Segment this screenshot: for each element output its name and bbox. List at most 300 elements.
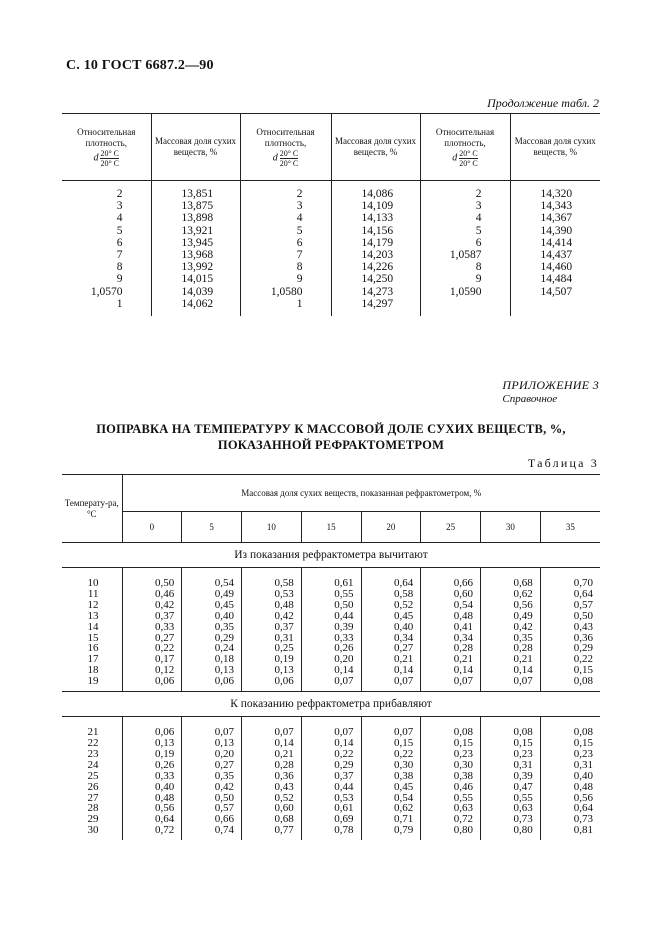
density-cell: 5 xyxy=(420,225,510,237)
correction-cell: 0,33 xyxy=(301,633,361,644)
correction-cell: 0,68 xyxy=(481,568,541,589)
density-cell: 1,0580 xyxy=(240,286,331,298)
temperature-cell: 26 xyxy=(87,780,99,793)
temperature-cell: 24 xyxy=(87,758,99,771)
temperature-cell: 18 xyxy=(87,664,99,677)
section-caption: Из показания рефрактометра вычитают xyxy=(62,543,600,568)
table-row xyxy=(62,782,600,793)
correction-cell: 0,07 xyxy=(242,717,302,738)
table-row xyxy=(62,298,600,316)
appendix-label xyxy=(502,378,599,405)
correction-cell: 0,19 xyxy=(242,654,302,665)
correction-cell: 0,28 xyxy=(481,643,541,654)
density-column-header xyxy=(240,114,331,181)
mass-fraction-cell: 14,343 xyxy=(510,200,600,212)
mass-fraction-cell: 14,156 xyxy=(331,225,420,237)
correction-cell: 0,13 xyxy=(122,738,182,749)
correction-cell: 0,15 xyxy=(540,738,600,749)
correction-cell: 0,54 xyxy=(421,600,481,611)
density-cell: 8 xyxy=(240,261,331,273)
correction-cell: 0,48 xyxy=(421,611,481,622)
mass-fraction-cell: 14,226 xyxy=(331,261,420,273)
correction-cell: 0,56 xyxy=(481,600,541,611)
mass-fraction-cell: 13,968 xyxy=(151,249,240,261)
correction-cell: 0,64 xyxy=(540,589,600,600)
correction-cell: 0,21 xyxy=(481,654,541,665)
correction-cell: 0,14 xyxy=(301,738,361,749)
density-cell: 9 xyxy=(116,273,123,286)
table-row xyxy=(62,212,600,224)
correction-cell: 0,17 xyxy=(122,654,182,665)
correction-cell: 0,37 xyxy=(242,622,302,633)
correction-cell: 0,35 xyxy=(481,633,541,644)
correction-cell: 0,55 xyxy=(481,793,541,804)
correction-cell: 0,33 xyxy=(122,622,182,633)
table-row xyxy=(62,622,600,633)
mass-fraction-column-header: Массовая доля сухих веществ, % xyxy=(331,114,420,181)
density-symbol: d xyxy=(93,152,99,164)
section-title-line2: ПОКАЗАННОЙ РЕФРАКТОМЕТРОМ xyxy=(217,438,445,452)
correction-cell: 0,40 xyxy=(182,611,242,622)
mass-fraction-cell: 13,945 xyxy=(151,237,240,249)
correction-cell: 0,06 xyxy=(122,717,182,738)
correction-cell: 0,25 xyxy=(242,643,302,654)
density-cell: 9 xyxy=(240,273,331,285)
correction-cell: 0,08 xyxy=(481,717,541,738)
concentration-column-header: 35 xyxy=(540,512,600,543)
correction-cell: 0,31 xyxy=(540,760,600,771)
density-cell: 2 xyxy=(420,181,510,201)
correction-cell: 0,40 xyxy=(122,782,182,793)
correction-cell: 0,18 xyxy=(182,654,242,665)
density-label: Относительная плотность, xyxy=(77,126,136,148)
correction-cell: 0,57 xyxy=(540,600,600,611)
density-symbol: d xyxy=(272,152,278,164)
correction-cell: 0,31 xyxy=(481,760,541,771)
correction-cell: 0,37 xyxy=(122,611,182,622)
correction-cell: 0,77 xyxy=(242,825,302,840)
correction-cell: 0,22 xyxy=(361,749,421,760)
density-cell: 3 xyxy=(420,200,510,212)
density-table xyxy=(62,113,600,316)
table-row xyxy=(62,200,600,212)
concentration-column-header: 30 xyxy=(481,512,541,543)
correction-cell: 0,30 xyxy=(421,760,481,771)
mass-fraction-cell: 14,390 xyxy=(510,225,600,237)
mass-fraction-cell xyxy=(510,298,600,316)
correction-cell: 0,29 xyxy=(182,633,242,644)
correction-cell: 0,35 xyxy=(182,771,242,782)
temperature-cell: 17 xyxy=(87,653,99,666)
correction-cell: 0,36 xyxy=(242,771,302,782)
section-row xyxy=(62,692,600,717)
mass-fraction-cell: 14,460 xyxy=(510,261,600,273)
correction-cell: 0,80 xyxy=(421,825,481,840)
density-column-header xyxy=(420,114,510,181)
correction-cell: 0,23 xyxy=(481,749,541,760)
correction-cell: 0,23 xyxy=(540,749,600,760)
correction-cell: 0,64 xyxy=(540,803,600,814)
mass-fraction-cell: 14,109 xyxy=(331,200,420,212)
correction-cell: 0,23 xyxy=(421,749,481,760)
correction-cell: 0,46 xyxy=(421,782,481,793)
density-cell: 5 xyxy=(116,224,123,237)
mass-fraction-cell: 14,414 xyxy=(510,237,600,249)
correction-cell: 0,39 xyxy=(481,771,541,782)
correction-cell: 0,80 xyxy=(481,825,541,840)
table-row xyxy=(62,249,600,261)
correction-cell: 0,08 xyxy=(421,717,481,738)
temperature-cell: 28 xyxy=(87,802,99,815)
density-fraction-denominator: 20° С xyxy=(100,158,120,168)
correction-cell: 0,41 xyxy=(421,622,481,633)
correction-cell: 0,39 xyxy=(301,622,361,633)
correction-cell: 0,28 xyxy=(421,643,481,654)
density-formula xyxy=(62,149,151,168)
correction-cell: 0,55 xyxy=(421,793,481,804)
density-cell xyxy=(420,298,510,316)
correction-cell: 0,22 xyxy=(301,749,361,760)
correction-cell: 0,14 xyxy=(301,665,361,676)
density-formula xyxy=(241,149,331,168)
correction-cell: 0,22 xyxy=(122,643,182,654)
correction-cell: 0,54 xyxy=(361,793,421,804)
density-cell: 4 xyxy=(420,212,510,224)
density-fraction xyxy=(280,149,299,168)
mass-fraction-cell: 14,039 xyxy=(151,286,240,298)
mass-fraction-cell: 14,484 xyxy=(510,273,600,285)
mass-fraction-column-header: Массовая доля сухих веществ, % xyxy=(151,114,240,181)
correction-cell: 0,68 xyxy=(242,814,302,825)
mass-fraction-cell: 14,367 xyxy=(510,212,600,224)
correction-cell: 0,19 xyxy=(122,749,182,760)
correction-cell: 0,48 xyxy=(242,600,302,611)
correction-cell: 0,13 xyxy=(182,738,242,749)
correction-cell: 0,71 xyxy=(361,814,421,825)
correction-cell: 0,66 xyxy=(182,814,242,825)
table-row xyxy=(62,237,600,249)
density-fraction-denominator: 20° С xyxy=(459,158,478,168)
density-cell: 7 xyxy=(116,249,123,262)
temperature-cell: 25 xyxy=(87,769,99,782)
section-title-line1: ПОПРАВКА НА ТЕМПЕРАТУРУ К МАССОВОЙ ДОЛЕ СУХИХ ВЕЩЕСТВ, %, xyxy=(96,422,566,436)
correction-cell: 0,53 xyxy=(242,589,302,600)
correction-cell: 0,81 xyxy=(540,825,600,840)
correction-cell: 0,35 xyxy=(182,622,242,633)
mass-fraction-cell: 14,062 xyxy=(151,298,240,316)
correction-cell: 0,43 xyxy=(242,782,302,793)
temperature-cell: 10 xyxy=(87,577,99,589)
correction-cell: 0,08 xyxy=(540,717,600,738)
correction-cell: 0,56 xyxy=(540,793,600,804)
concentration-column-header: 0 xyxy=(122,512,182,543)
table-row xyxy=(62,261,600,273)
correction-cell: 0,07 xyxy=(301,717,361,738)
temperature-cell: 22 xyxy=(87,736,99,749)
correction-cell: 0,44 xyxy=(301,782,361,793)
correction-cell: 0,15 xyxy=(481,738,541,749)
density-cell: 6 xyxy=(240,237,331,249)
correction-cell: 0,42 xyxy=(481,622,541,633)
temperature-correction-table xyxy=(62,474,600,840)
temperature-cell: 11 xyxy=(87,587,99,600)
mass-fraction-cell: 13,851 xyxy=(151,181,240,201)
mass-fraction-cell: 13,921 xyxy=(151,225,240,237)
correction-cell: 0,07 xyxy=(182,717,242,738)
correction-cell: 0,70 xyxy=(540,568,600,589)
correction-cell: 0,21 xyxy=(242,749,302,760)
correction-cell: 0,62 xyxy=(481,589,541,600)
correction-cell: 0,30 xyxy=(361,760,421,771)
correction-cell: 0,53 xyxy=(301,793,361,804)
table-row xyxy=(62,717,600,738)
correction-cell: 0,42 xyxy=(122,600,182,611)
mass-fraction-cell: 13,875 xyxy=(151,200,240,212)
correction-cell: 0,58 xyxy=(242,568,302,589)
density-column-header xyxy=(62,114,151,181)
density-label: Относительная плотность, xyxy=(435,126,495,148)
mass-fraction-cell: 14,133 xyxy=(331,212,420,224)
correction-cell: 0,78 xyxy=(301,825,361,840)
correction-cell: 0,36 xyxy=(540,633,600,644)
correction-cell: 0,66 xyxy=(421,568,481,589)
density-fraction-numerator: 20° С xyxy=(279,148,299,158)
correction-cell: 0,26 xyxy=(122,760,182,771)
correction-cell: 0,28 xyxy=(242,760,302,771)
correction-cell: 0,38 xyxy=(361,771,421,782)
concentration-column-header: 5 xyxy=(182,512,242,543)
density-cell: 1 xyxy=(240,298,331,316)
concentration-column-header: 10 xyxy=(242,512,302,543)
correction-cell: 0,15 xyxy=(421,738,481,749)
correction-cell: 0,29 xyxy=(301,760,361,771)
correction-cell: 0,21 xyxy=(421,654,481,665)
mass-fraction-cell: 13,898 xyxy=(151,212,240,224)
mass-fraction-cell: 14,015 xyxy=(151,273,240,285)
density-cell: 5 xyxy=(240,225,331,237)
correction-cell: 0,07 xyxy=(361,676,421,691)
mass-fraction-cell: 14,297 xyxy=(331,298,420,316)
correction-cell: 0,06 xyxy=(242,676,302,691)
density-cell: 7 xyxy=(240,249,331,261)
correction-cell: 0,52 xyxy=(242,793,302,804)
mass-fraction-cell: 14,437 xyxy=(510,249,600,261)
correction-cell: 0,29 xyxy=(540,643,600,654)
correction-cell: 0,40 xyxy=(361,622,421,633)
density-symbol: d xyxy=(452,152,458,164)
correction-cell: 0,52 xyxy=(361,600,421,611)
correction-cell: 0,06 xyxy=(122,676,182,691)
correction-cell: 0,34 xyxy=(421,633,481,644)
temperature-cell: 19 xyxy=(87,675,99,688)
temperature-cell: 23 xyxy=(87,747,99,760)
concentration-column-header: 25 xyxy=(421,512,481,543)
density-fraction-numerator: 20° С xyxy=(100,148,120,158)
mass-fraction-cell: 13,992 xyxy=(151,261,240,273)
correction-cell: 0,14 xyxy=(361,665,421,676)
correction-cell: 0,49 xyxy=(182,589,242,600)
correction-cell: 0,07 xyxy=(421,676,481,691)
temperature-cell: 13 xyxy=(87,609,99,622)
concentration-column-header: 20 xyxy=(361,512,421,543)
correction-cell: 0,50 xyxy=(182,793,242,804)
mass-fraction-cell: 14,250 xyxy=(331,273,420,285)
table-row xyxy=(62,568,600,589)
density-cell: 4 xyxy=(116,212,123,225)
correction-cell: 0,45 xyxy=(361,611,421,622)
appendix-title: ПРИЛОЖЕНИЕ 3 xyxy=(502,378,599,392)
temperature-cell: 16 xyxy=(87,642,99,655)
density-fraction xyxy=(459,149,478,168)
mass-fraction-header: Массовая доля сухих веществ, показанная рефрактометром, % xyxy=(122,475,600,512)
density-cell: 9 xyxy=(420,273,510,285)
correction-cell: 0,40 xyxy=(540,771,600,782)
correction-cell: 0,38 xyxy=(421,771,481,782)
correction-cell: 0,06 xyxy=(182,676,242,691)
table-row xyxy=(62,676,600,691)
table-row xyxy=(62,771,600,782)
correction-cell: 0,15 xyxy=(361,738,421,749)
correction-cell: 0,21 xyxy=(361,654,421,665)
temperature-cell: 27 xyxy=(87,791,99,804)
density-cell: 2 xyxy=(240,181,331,201)
correction-cell: 0,55 xyxy=(301,589,361,600)
correction-cell: 0,47 xyxy=(481,782,541,793)
mass-fraction-cell: 14,179 xyxy=(331,237,420,249)
correction-cell: 0,27 xyxy=(122,633,182,644)
correction-cell: 0,42 xyxy=(182,782,242,793)
correction-cell: 0,22 xyxy=(540,654,600,665)
correction-cell: 0,33 xyxy=(122,771,182,782)
density-cell: 6 xyxy=(420,237,510,249)
table-row xyxy=(62,273,600,285)
correction-cell: 0,64 xyxy=(361,568,421,589)
density-cell: 8 xyxy=(116,261,123,274)
section-row xyxy=(62,543,600,568)
mass-fraction-cell: 14,320 xyxy=(510,181,600,201)
table-row xyxy=(62,286,600,298)
temperature-cell: 14 xyxy=(87,620,99,633)
correction-cell: 0,27 xyxy=(361,643,421,654)
correction-cell: 0,07 xyxy=(301,676,361,691)
density-cell: 3 xyxy=(240,200,331,212)
correction-cell: 0,64 xyxy=(122,814,182,825)
density-cell: 1,0570 xyxy=(90,285,123,298)
correction-cell: 0,20 xyxy=(301,654,361,665)
correction-cell: 0,34 xyxy=(361,633,421,644)
appendix-subtitle: Справочное xyxy=(502,393,558,405)
correction-cell: 0,07 xyxy=(481,676,541,691)
correction-cell: 0,69 xyxy=(301,814,361,825)
table-row xyxy=(62,611,600,622)
correction-cell: 0,20 xyxy=(182,749,242,760)
correction-cell: 0,57 xyxy=(182,803,242,814)
temperature-cell: 30 xyxy=(87,824,99,837)
correction-cell: 0,49 xyxy=(481,611,541,622)
temperature-cell: 12 xyxy=(87,598,99,611)
density-cell: 1,0587 xyxy=(420,249,510,261)
density-fraction xyxy=(100,149,119,168)
page-header: С. 10 ГОСТ 6687.2—90 xyxy=(66,58,214,73)
section-title xyxy=(62,421,600,453)
correction-cell: 0,50 xyxy=(540,611,600,622)
density-cell: 1,0590 xyxy=(420,286,510,298)
density-fraction-denominator: 20° С xyxy=(279,158,299,168)
correction-cell: 0,07 xyxy=(361,717,421,738)
correction-cell: 0,14 xyxy=(242,738,302,749)
correction-cell: 0,08 xyxy=(540,676,600,691)
correction-cell: 0,27 xyxy=(182,760,242,771)
correction-cell: 0,13 xyxy=(242,665,302,676)
temperature-header: Температу-ра, °С xyxy=(62,475,122,543)
density-cell: 1 xyxy=(116,297,123,310)
correction-cell: 0,56 xyxy=(122,803,182,814)
temperature-cell: 21 xyxy=(87,726,99,739)
correction-cell: 0,31 xyxy=(242,633,302,644)
correction-cell: 0,79 xyxy=(361,825,421,840)
mass-fraction-column-header: Массовая доля сухих веществ, % xyxy=(510,114,600,181)
correction-cell: 0,62 xyxy=(361,803,421,814)
correction-cell: 0,48 xyxy=(540,782,600,793)
correction-cell: 0,73 xyxy=(540,814,600,825)
mass-fraction-cell: 14,086 xyxy=(331,181,420,201)
temperature-cell: 29 xyxy=(87,813,99,826)
density-cell: 6 xyxy=(116,236,123,249)
correction-cell: 0,60 xyxy=(242,803,302,814)
correction-cell: 0,48 xyxy=(122,793,182,804)
mass-fraction-cell: 14,273 xyxy=(331,286,420,298)
correction-cell: 0,42 xyxy=(242,611,302,622)
density-cell: 3 xyxy=(116,200,123,213)
correction-cell: 0,43 xyxy=(540,622,600,633)
correction-cell: 0,15 xyxy=(540,665,600,676)
correction-cell: 0,63 xyxy=(481,803,541,814)
correction-cell: 0,26 xyxy=(301,643,361,654)
correction-cell: 0,63 xyxy=(421,803,481,814)
mass-fraction-cell: 14,203 xyxy=(331,249,420,261)
correction-cell: 0,46 xyxy=(122,589,182,600)
correction-cell: 0,44 xyxy=(301,611,361,622)
table-number: Таблица 3 xyxy=(527,456,599,470)
correction-cell: 0,13 xyxy=(182,665,242,676)
concentration-column-header: 15 xyxy=(301,512,361,543)
correction-cell: 0,61 xyxy=(301,803,361,814)
density-fraction-numerator: 20° С xyxy=(459,148,478,158)
density-label: Относительная плотность, xyxy=(256,126,315,148)
correction-cell: 0,72 xyxy=(122,825,182,840)
table-row xyxy=(62,825,600,840)
correction-cell: 0,12 xyxy=(122,665,182,676)
correction-cell: 0,54 xyxy=(182,568,242,589)
table-row xyxy=(62,225,600,237)
correction-cell: 0,45 xyxy=(361,782,421,793)
mass-fraction-cell: 14,507 xyxy=(510,286,600,298)
correction-cell: 0,50 xyxy=(122,568,182,589)
correction-cell: 0,61 xyxy=(301,568,361,589)
table-continuation-note: Продолжение табл. 2 xyxy=(487,96,599,110)
correction-cell: 0,72 xyxy=(421,814,481,825)
density-cell: 8 xyxy=(420,261,510,273)
correction-cell: 0,74 xyxy=(182,825,242,840)
correction-cell: 0,45 xyxy=(182,600,242,611)
correction-cell: 0,50 xyxy=(301,600,361,611)
correction-cell: 0,37 xyxy=(301,771,361,782)
density-cell: 2 xyxy=(116,188,123,200)
correction-cell: 0,60 xyxy=(421,589,481,600)
table-row xyxy=(62,181,600,201)
temperature-cell: 15 xyxy=(87,631,99,644)
correction-cell: 0,14 xyxy=(421,665,481,676)
